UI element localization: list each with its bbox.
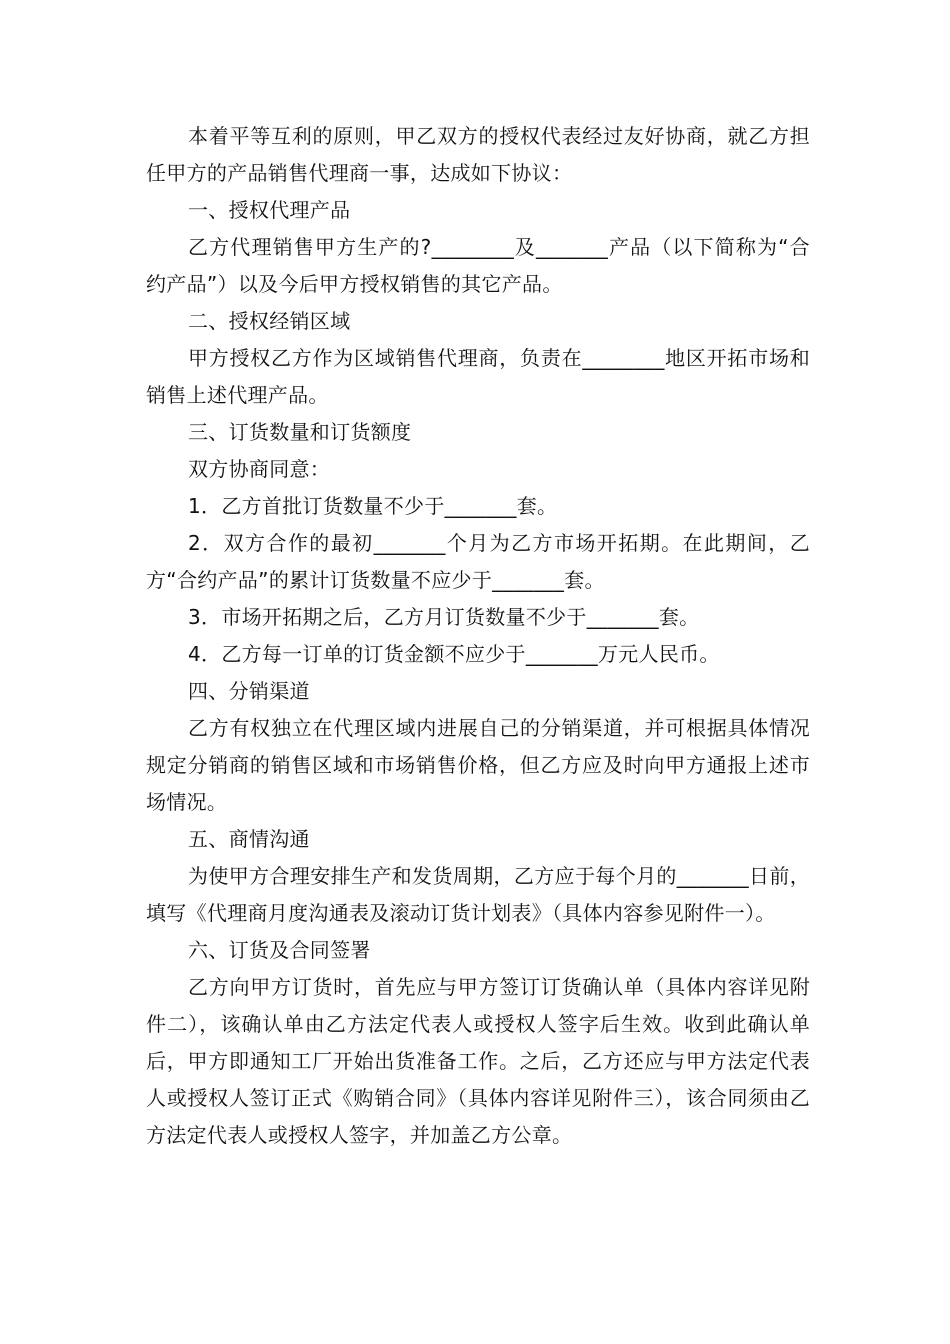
list-item-order-amount: 4．乙方每一订单的订货金额不应少于_______万元人民币。: [188, 642, 720, 666]
heading-sales-region: 二、授权经销区域: [188, 309, 351, 333]
heading-order-quantity: 三、订货数量和订货额度: [188, 420, 412, 444]
heading-distribution-channels: 四、分销渠道: [188, 679, 310, 703]
list-item-monthly-order: 3．市场开拓期之后，乙方月订货数量不少于_______套。: [188, 605, 700, 629]
paragraph-business-communication: 为使甲方合理安排生产和发货周期，乙方应于每个月的_______日前，填写《代理商月度沟通表及滚动订货计划表》（具体内容参见附件一）。: [146, 864, 810, 925]
paragraph-intro: 本着平等互利的原则，甲乙双方的授权代表经过友好协商，就乙方担任甲方的产品销售代理商一事，达成如下协议：: [146, 124, 810, 185]
heading-business-communication: 五、商情沟通: [188, 827, 310, 851]
heading-ordering-contract: 六、订货及合同签署: [188, 938, 371, 962]
paragraph-authorized-products: 乙方代理销售甲方生产的?________及_______产品（以下简称为“合约产品”）以及今后甲方授权销售的其它产品。: [146, 235, 810, 296]
paragraph-sales-region: 甲方授权乙方作为区域销售代理商，负责在________地区开拓市场和销售上述代理产品。: [146, 346, 810, 407]
heading-authorized-products: 一、授权代理产品: [188, 198, 351, 222]
list-item-first-order: 1．乙方首批订货数量不少于_______套。: [188, 494, 558, 518]
paragraph-distribution-channels: 乙方有权独立在代理区域内进展自己的分销渠道，并可根据具体情况规定分销商的销售区域和市场销售价格，但乙方应及时向甲方通报上述市场情况。: [146, 716, 810, 814]
document-body: [146, 118, 810, 1154]
paragraph-mutual-agreement: 双方协商同意：: [188, 457, 331, 481]
list-item-development-period: 2．双方合作的最初_______个月为乙方市场开拓期。在此期间，乙方“合约产品”的累计订货数量不应少于_______套。: [146, 531, 810, 592]
paragraph-ordering-contract: 乙方向甲方订货时，首先应与甲方签订订货确认单（具体内容详见附件二），该确认单由乙方法定代表人或授权人签字后生效。收到此确认单后，甲方即通知工厂开始出货准备工作。之后，乙方还应与甲方法定代表人或授权人签订正式《购销合同》（具体内容详见附件三），该合同须由乙方法定代表人或授权人签字，并加盖乙方公章。: [146, 975, 810, 1147]
